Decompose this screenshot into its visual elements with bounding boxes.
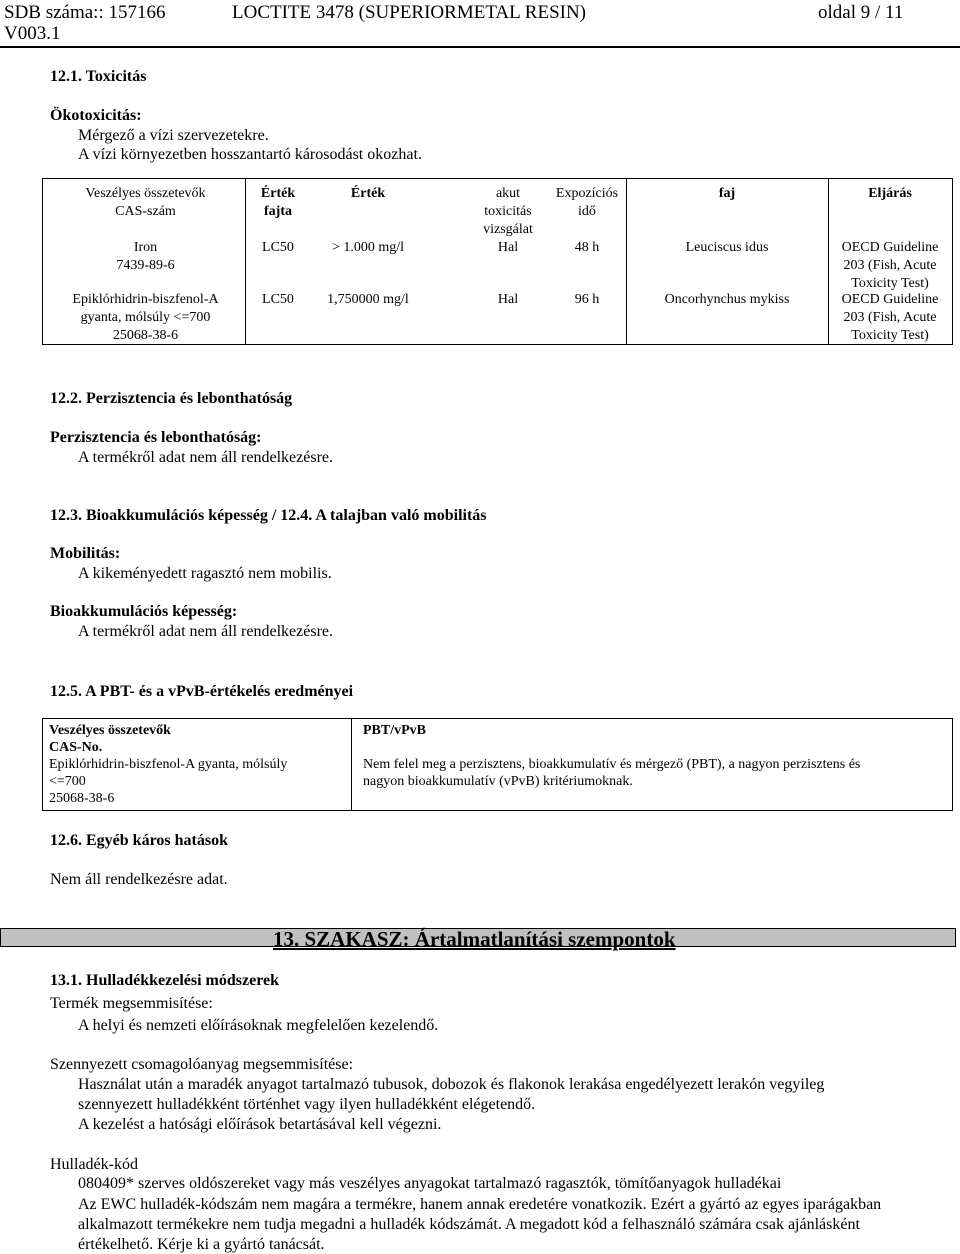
- packaging-line-3: A kezelést a hatósági előírások betartásával kell végezni.: [78, 1116, 442, 1133]
- row1-species: Leuciscus idus: [685, 240, 769, 255]
- header-rule: [0, 46, 960, 48]
- persistence-label: Perzisztencia és lebonthatóság:: [50, 429, 262, 446]
- th-component: Veszélyes összetevők CAS-szám: [85, 186, 206, 219]
- th-value: Érték: [350, 186, 386, 201]
- ecotox-line-2: A vízi környezetben hosszantartó károsodást okozhat.: [78, 146, 422, 163]
- waste-code-line-2: Az EWC hulladék-kódszám nem magára a termékre, hanem annak eredetére vonatkozik. Ezért a gyártó az egyes iparágakban: [78, 1196, 882, 1213]
- packaging-line-1: Használat után a maradék anyagot tartalmazó tubusok, dobozok és flakonok lerakása engedélyezett lerakón vegyileg: [78, 1076, 825, 1093]
- waste-code-label: Hulladék-kód: [50, 1156, 138, 1173]
- bioaccumulation-text: A termékről adat nem áll rendelkezésre.: [78, 623, 333, 640]
- row1-value: > 1.000 mg/l: [331, 240, 405, 255]
- th-value-type: Érték fajta: [260, 186, 296, 219]
- pbt-table: [42, 718, 953, 811]
- product-disposal-text: A helyi és nemzeti előírásoknak megfelelően kezelendő.: [78, 1017, 439, 1034]
- th-method: Eljárás: [868, 186, 912, 201]
- ecotox-label: Ökotoxicitás:: [50, 107, 142, 124]
- th-acute: akut toxicitás vizsgálat: [483, 186, 533, 237]
- row2-component: Epiklórhidrin-biszfenol-A gyanta, mólsúly <=700 25068-38-6: [72, 292, 219, 343]
- pbt-result-cell: PBT/vPvB Nem felel meg a perzisztens, bioakkumulatív és mérgező (PBT), a nagyon perzisztens és nagyon bioakkumulatív (vPvB) kritériumoknak.: [363, 723, 861, 789]
- row1-component: Iron 7439-89-6: [116, 240, 175, 273]
- sdb-number: SDB száma:: 157166: [4, 2, 166, 23]
- section-13-1-heading: 13.1. Hulladékkezelési módszerek: [50, 972, 280, 989]
- pbt-component-cell: Veszélyes összetevők CAS-No. Epiklórhidrin-biszfenol-A gyanta, mólsúly <=700 25068-38-6: [49, 723, 288, 806]
- row1-value-type: LC50: [262, 240, 294, 255]
- th-species: faj: [718, 186, 736, 201]
- row1-acute: Hal: [497, 240, 519, 255]
- waste-code-line-4: értékelhető. Kérje ki a gyártó tanácsát.: [78, 1236, 325, 1253]
- version: V003.1: [4, 23, 61, 44]
- mobility-label: Mobilitás:: [50, 545, 121, 562]
- section-12-5-heading: 12.5. A PBT- és a vPvB-értékelés eredményei: [50, 683, 354, 700]
- packaging-line-2: szennyezett hulladékként történhet vagy ilyen hulladékként elégetendő.: [78, 1096, 536, 1113]
- section-12-3-heading: 12.3. Bioakkumulációs képesség / 12.4. A talajban való mobilitás: [50, 507, 487, 524]
- section-12-1-heading: 12.1. Toxicitás: [50, 68, 147, 85]
- row2-value-type: LC50: [262, 292, 294, 307]
- row1-method: OECD Guideline 203 (Fish, Acute Toxicity Test): [841, 240, 939, 291]
- row2-species: Oncorhynchus mykiss: [664, 292, 790, 307]
- packaging-disposal-label: Szennyezett csomagolóanyag megsemmisítése:: [50, 1056, 354, 1073]
- bioaccumulation-label: Bioakkumulációs képesség:: [50, 603, 238, 620]
- persistence-text: A termékről adat nem áll rendelkezésre.: [78, 449, 333, 466]
- row2-method: OECD Guideline 203 (Fish, Acute Toxicity Test): [841, 292, 939, 343]
- product-disposal-label: Termék megsemmisítése:: [50, 995, 213, 1012]
- table-divider: [351, 719, 352, 810]
- waste-code-line-3: alkalmazott termékekre nem tudja megadni a hulladék kódszámát. A megadott kód a felhasználó számára csak ajánlásként: [78, 1216, 860, 1233]
- toxicity-table: [42, 178, 953, 345]
- table-divider: [626, 179, 627, 344]
- section-13-title: 13. SZAKASZ: Ártalmatlanítási szempontok: [273, 927, 676, 951]
- row1-exposure: 48 h: [574, 240, 600, 255]
- th-exposure: Expozíciós idő: [555, 186, 619, 219]
- mobility-text: A kikeményedett ragasztó nem mobilis.: [78, 565, 332, 582]
- waste-code-line-1: 080409* szerves oldószereket vagy más veszélyes anyagokat tartalmazó ragasztók, tömítőanyagok hulladékai: [78, 1175, 782, 1192]
- other-effects-text: Nem áll rendelkezésre adat.: [50, 871, 228, 888]
- product-name: LOCTITE 3478 (SUPERIORMETAL RESIN): [232, 2, 587, 23]
- row2-exposure: 96 h: [574, 292, 600, 307]
- row2-acute: Hal: [497, 292, 519, 307]
- section-12-6-heading: 12.6. Egyéb káros hatások: [50, 832, 228, 849]
- table-divider: [245, 179, 246, 344]
- page-number: oldal 9 / 11: [818, 2, 904, 23]
- ecotox-line-1: Mérgező a vízi szervezetekre.: [78, 127, 269, 144]
- section-12-2-heading: 12.2. Perzisztencia és lebonthatóság: [50, 390, 293, 407]
- row2-value: 1,750000 mg/l: [327, 292, 409, 307]
